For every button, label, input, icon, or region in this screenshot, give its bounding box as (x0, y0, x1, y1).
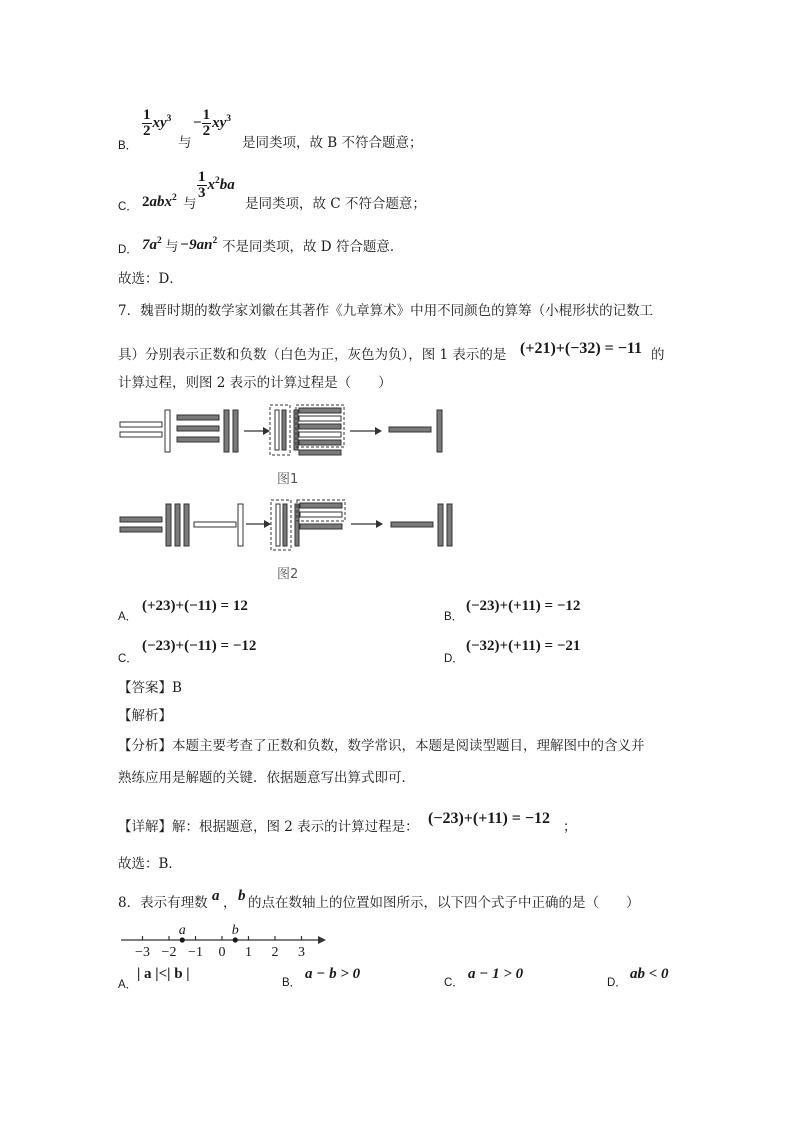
gray-rod (299, 408, 341, 413)
exp: 3 (166, 113, 172, 124)
figure-2-caption: 图2 (277, 567, 299, 582)
tick-label: 1 (245, 945, 252, 960)
option-c-term-1 (142, 193, 177, 211)
option-d-term-2 (180, 236, 217, 254)
var: xy (212, 114, 227, 131)
q7-choose: 故选：B． (118, 856, 182, 872)
figure-1-caption: 图1 (277, 472, 299, 487)
white-rod (165, 410, 170, 452)
figure-2 (118, 498, 458, 550)
and-text: 与 (165, 239, 179, 255)
q7-analysis-head: 【解析】 (118, 708, 172, 724)
frac-den: 3 (198, 185, 206, 201)
gray-rod (233, 410, 238, 452)
and-text: 与 (183, 196, 197, 212)
gray-rod (447, 504, 452, 546)
exp: 3 (226, 113, 231, 124)
q8-option-c-expr: a − 1 > 0 (468, 966, 524, 982)
white-rod (276, 504, 280, 546)
tick-label: 0 (218, 945, 226, 960)
q8-option-a-expr: | a |<| b | (137, 966, 190, 982)
option-label-c: C． (118, 201, 138, 213)
white-rod (299, 416, 341, 421)
q7-option-label-b: B． (444, 611, 464, 623)
q8-option-label-d: D． (607, 977, 627, 989)
neg-sign: − (193, 114, 202, 131)
var: 7a (142, 237, 157, 253)
white-rod (275, 410, 279, 450)
arrow-icon (376, 520, 383, 528)
q7-line-1: 7．魏晋时期的数学家刘徽在其著作《九章算术》中用不同颜色的算筹（小棍形状的记数工 (118, 303, 654, 319)
gray-rod (120, 527, 162, 532)
figure-1 (118, 405, 458, 455)
gray-rod (300, 524, 342, 529)
gray-rod (299, 450, 341, 455)
q7-detail-tail: ； (563, 819, 577, 835)
q7-option-d-expr: (−32)+(+11) = −21 (466, 638, 581, 654)
q8-option-b-expr: a − b > 0 (305, 966, 361, 982)
gray-rod (175, 504, 180, 546)
var: b (238, 888, 246, 904)
option-b-term-2 (193, 108, 231, 139)
q8-stem-pre: 8．表示有理数 (118, 895, 208, 911)
tick-label: 3 (298, 945, 305, 960)
point-b (233, 937, 238, 942)
arrow-icon (264, 520, 271, 528)
var: x (207, 176, 215, 193)
q7-analysis-line-2: 熟练应用是解题的关键．依据题意写出算式即可． (118, 770, 415, 786)
white-rod (299, 432, 341, 437)
q7-answer: 【答案】B (118, 680, 182, 696)
frac-num: 1 (143, 107, 151, 123)
gray-rod (177, 437, 219, 442)
q8-option-d-expr: ab < 0 (630, 966, 669, 982)
white-rod (120, 422, 162, 427)
tick-label: −3 (135, 945, 150, 960)
exp: 2 (212, 236, 218, 246)
tick-label: −2 (161, 945, 177, 960)
q7-analysis-line-1: 【分析】本题主要考查了正数和负数，数学常识，本题是阅读型题目，理解图中的含义并 (118, 738, 645, 754)
point-label-b: b (231, 923, 239, 938)
gray-rod (283, 504, 287, 546)
number-line (118, 922, 338, 962)
var: xy (152, 114, 167, 131)
q8-option-label-b: B． (282, 977, 302, 989)
exp: 2 (157, 236, 162, 246)
exp: 2 (215, 175, 220, 186)
gray-rod (389, 427, 431, 432)
q7-option-c-expr: (−23)+(−11) = −12 (142, 638, 257, 654)
q7-option-a-expr: (+23)+(−11) = 12 (142, 598, 248, 614)
arrow-icon (375, 427, 382, 435)
white-rod (120, 432, 162, 437)
option-c-tail: 是同类项，故 C 不符合题意； (245, 196, 426, 212)
q7-detail: 【详解】解：根据题意，图 2 表示的计算过程是： (118, 819, 419, 835)
point-a (180, 937, 185, 942)
option-label-d: D． (118, 244, 138, 256)
q8-var-a (212, 888, 220, 905)
frac-num: 1 (202, 107, 211, 123)
option-d-term-1 (142, 236, 162, 254)
white-rod (194, 522, 236, 527)
var: a (212, 888, 220, 904)
white-rod (300, 512, 342, 517)
gray-rod (177, 415, 219, 420)
dashed-group (271, 500, 291, 550)
tick-label: 2 (271, 945, 279, 960)
q8-stem-post: 的点在数轴上的位置如图所示，以下四个式子中正确的是（ ） (248, 895, 640, 911)
q7-option-b-expr: (−23)+(+11) = −12 (466, 598, 581, 614)
gray-rod (437, 410, 442, 452)
gray-rod (438, 504, 443, 546)
q8-var-b (238, 888, 246, 905)
arrow-icon (318, 936, 326, 944)
gray-rod (120, 517, 162, 522)
q7-line-2: 具）分别表示正数和负数（白色为正，灰色为负），图 1 表示的是 (118, 347, 507, 363)
q7-example-expr: (+21)+(−32) = −11 (520, 340, 643, 357)
gray-rod (166, 504, 171, 546)
q7-option-label-c: C． (118, 653, 138, 665)
gray-rod (184, 504, 189, 546)
q8-comma: ， (223, 895, 237, 911)
option-c-term-2 (197, 170, 235, 201)
var: −9an (180, 237, 213, 253)
q7-option-label-a: A． (118, 611, 138, 623)
option-label-b: B． (118, 140, 138, 152)
frac-num: 1 (198, 169, 206, 185)
var: ba (219, 176, 235, 193)
frac-den: 2 (202, 123, 211, 139)
q8-option-label-a: A． (118, 979, 138, 991)
tick-label: −1 (188, 945, 203, 960)
gray-rod (299, 440, 341, 445)
white-rod (238, 504, 243, 546)
gray-rod (177, 426, 219, 431)
option-b-term-1 (142, 108, 171, 139)
option-b-tail: 是同类项，故 B 不符合题意； (242, 135, 423, 151)
gray-rod (299, 424, 341, 429)
option-d-tail: 不是同类项，故 D 符合题意． (222, 239, 404, 255)
point-label-a: a (178, 923, 186, 938)
choose-d: 故选：D． (118, 271, 183, 287)
gray-rod (282, 410, 286, 450)
exp: 2 (172, 193, 177, 203)
gray-rod (391, 522, 433, 527)
q7-line-2-tail: 的 (651, 347, 665, 363)
q7-detail-expr: (−23)+(+11) = −12 (428, 810, 551, 827)
dashed-group (270, 405, 290, 455)
frac-den: 2 (143, 123, 151, 139)
var: abx (149, 194, 172, 210)
coef: 2 (142, 194, 150, 210)
gray-rod (224, 410, 229, 452)
q8-option-label-c: C． (444, 977, 464, 989)
gray-rod (300, 503, 342, 508)
q7-line-3: 计算过程，则图 2 表示的计算过程是（ ） (118, 375, 392, 391)
q7-option-label-d: D． (444, 653, 464, 665)
arrow-icon (263, 427, 270, 435)
and-text: 与 (178, 135, 192, 151)
